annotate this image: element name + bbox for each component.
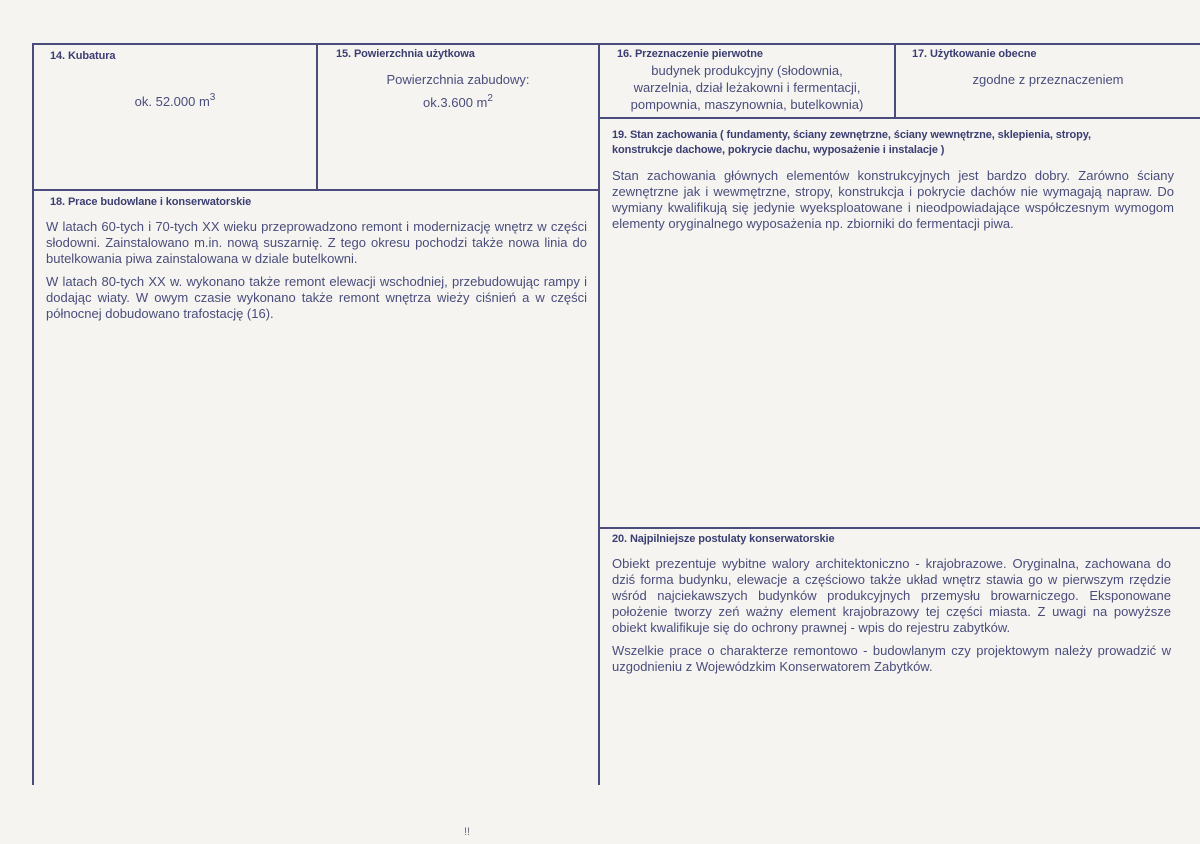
field-15-label: Powierzchnia zabudowy: <box>386 72 530 87</box>
field-14-value <box>40 93 310 110</box>
unit-exponent: 3 <box>209 91 216 103</box>
field-16-line: budynek produkcyjny (słodownia, <box>651 63 843 78</box>
field-15-value <box>320 94 596 111</box>
field-19-paragraph: Stan zachowania głównych elementów konstrukcyjnych jest bardzo dobry. Zarówno ściany zewnętrzne jak i wewmętrzne, stropy, konstrukcja i pokrycie dachów nie wymagają napraw. Do wymiany kwalifikują się jedynie wyeksploatowane i nieodpowiadające współczesnym wymogom elementy oryginalnego wyposażenia np. zbiorniki do fermentacji piwa. <box>612 168 1174 231</box>
field-18-paragraph: W latach 60-tych i 70-tych XX wieku przeprowadzono remont i modernizację wnętrz w części słodowni. Zainstalowano m.in. nową suszarnię. Z tego okresu pochodzi także nowa linia do butelkowania piwa zainstalowana w dziale butelkowni. <box>46 219 587 266</box>
center-divider <box>598 43 600 785</box>
field-17-value: zgodne z przeznaczeniem <box>972 72 1124 87</box>
field-14-title: 14. Kubatura <box>50 50 116 62</box>
divider-16-17 <box>894 43 896 117</box>
divider-19-20 <box>598 527 1200 529</box>
divider-14-15 <box>316 43 318 190</box>
divider-row1-right <box>598 117 1200 119</box>
left-border <box>32 43 34 785</box>
field-20-paragraph: Obiekt prezentuje wybitne walory architektoniczno - krajobrazowe. Oryginalna, zachowana do dziś forma budynku, elewacje a częściowo także układ wnętrz stawia go w pierwszym rzędzie wśród najciekawszych budynków produkcyjnych przemysłu browarniczego. Eksponowane położenie tworzy zeń ważny element krajobrazowy tej części miasta. Z uwagi na powyższe obiekt kwalifikuje się do ochrony prawnej - wpis do rejestru zabytków. <box>612 556 1171 635</box>
top-border <box>32 43 1200 45</box>
field-16-title: 16. Przeznaczenie pierwotne <box>617 48 763 60</box>
field-18-title: 18. Prace budowlane i konserwatorskie <box>50 196 252 208</box>
field-15-title: 15. Powierzchnia użytkowa <box>336 48 475 60</box>
field-20-title: 20. Najpilniejsze postulaty konserwatorskie <box>612 533 835 545</box>
field-19-body <box>612 168 1174 239</box>
unit-exponent: 2 <box>487 92 493 104</box>
field-20-paragraph: Wszelkie prace o charakterze remontowo - budowlanym czy projektowym należy prowadzić w uzgodnieniu z Wojewódzkim Konserwatorem Zabytków. <box>612 643 1171 674</box>
field-20-body <box>612 556 1171 682</box>
field-16-line: pompownia, maszynownia, butelkownia) <box>630 97 864 112</box>
field-18-body <box>46 219 587 329</box>
field-19-title <box>612 128 1182 158</box>
bottom-scan-mark: !! <box>464 826 471 838</box>
field-19-title-line: konstrukcje dachowe, pokrycie dachu, wyposażenie i instalacje ) <box>612 144 945 156</box>
volume-value: ok. 52.000 m <box>134 94 210 109</box>
field-19-title-line: 19. Stan zachowania ( fundamenty, ściany zewnętrzne, ściany wewnętrzne, sklepienia, stropy, <box>612 129 1091 141</box>
area-value: ok.3.600 m <box>423 95 488 110</box>
field-18-paragraph: W latach 80-tych XX w. wykonano także remont elewacji wschodniej, przebudowując rampy i dodając wiaty. W owym czasie wykonano także remont wnętrza wieży ciśnień a w części północnej dobudowano trafostację (16). <box>46 274 587 321</box>
field-17-title: 17. Użytkowanie obecne <box>912 48 1037 60</box>
field-16-line: warzelnia, dział leżakowni i fermentacji, <box>633 80 861 95</box>
field-16-value <box>602 62 892 113</box>
divider-row1-left <box>32 189 600 191</box>
